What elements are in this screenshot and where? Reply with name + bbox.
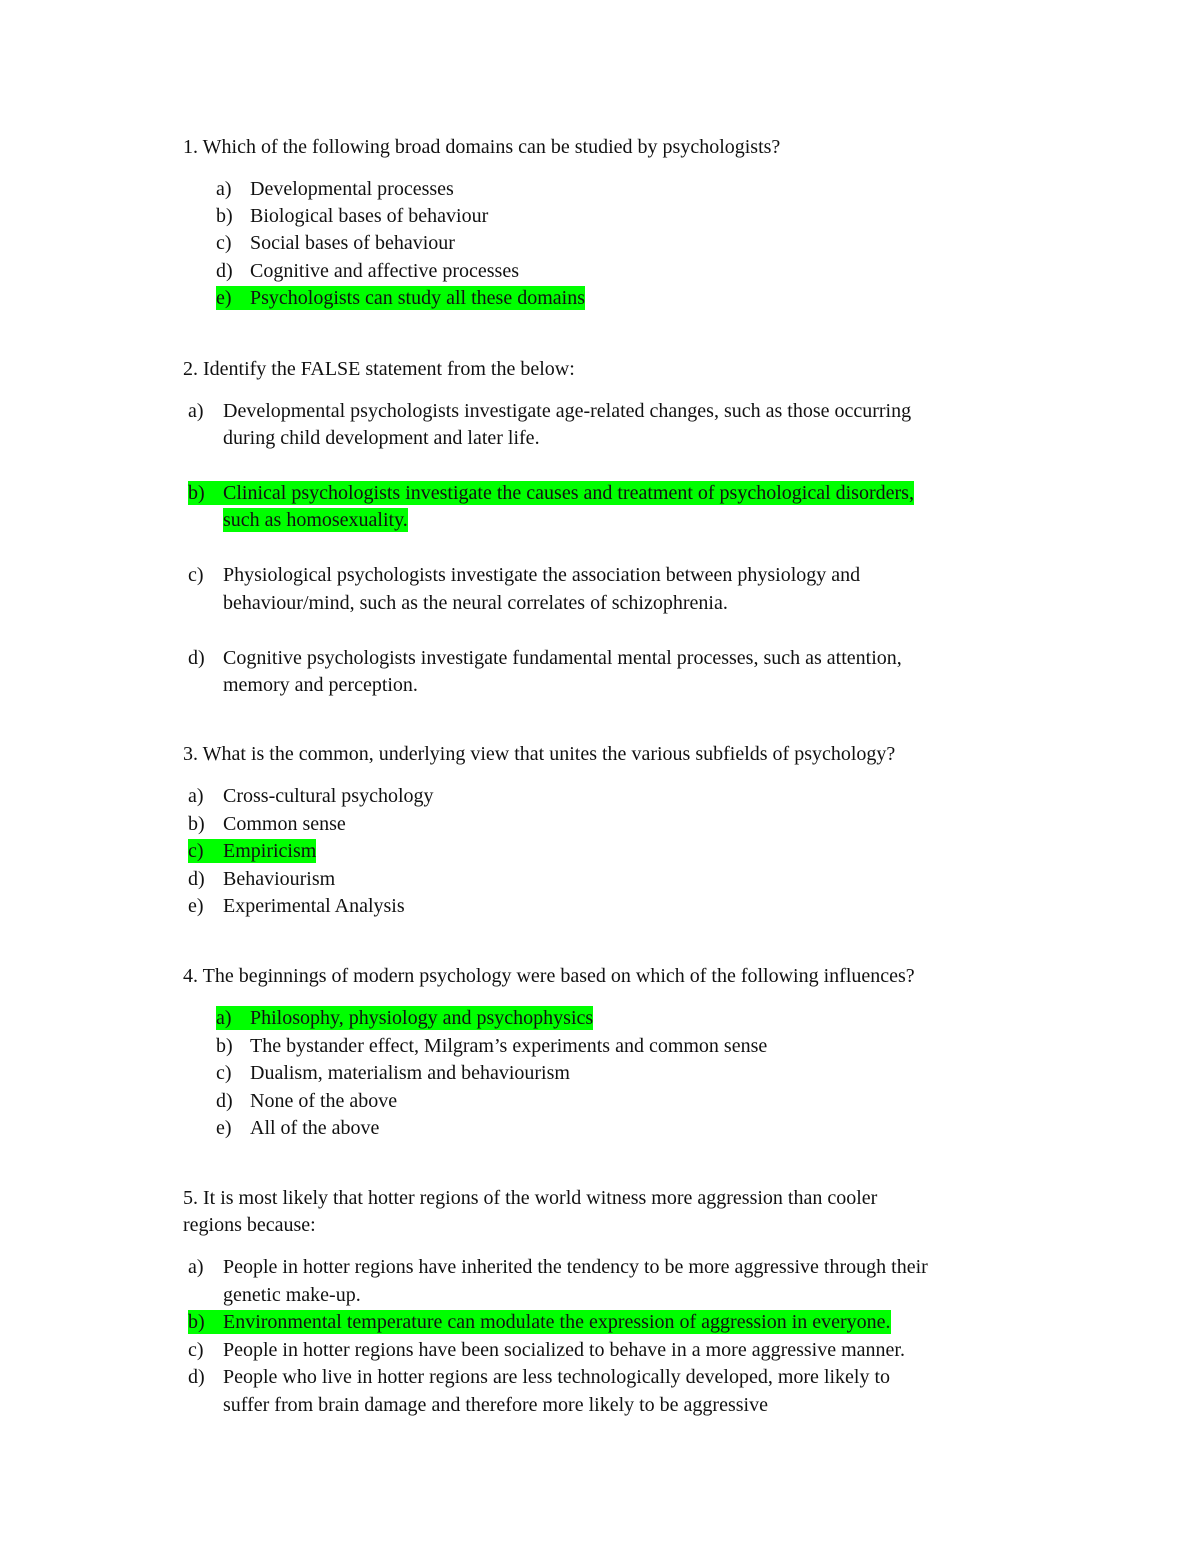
option-letter: b)	[188, 482, 205, 504]
option-letter: c)	[216, 1062, 232, 1084]
option-text: Social bases of behaviour	[250, 232, 455, 254]
option-text: People in hotter regions have inherited the tendency to be more aggressive through their	[223, 1256, 928, 1278]
option-text: Experimental Analysis	[223, 895, 405, 917]
option-text: Common sense	[223, 813, 346, 835]
q5-option-d	[188, 1365, 890, 1389]
q4-option-a-highlighted-answer	[216, 1006, 593, 1030]
option-text: Physiological psychologists investigate the association between physiology and	[223, 564, 861, 586]
option-letter: a)	[188, 785, 204, 807]
q1-option-a	[216, 177, 454, 201]
option-letter: e)	[216, 1117, 232, 1139]
option-letter: b)	[188, 813, 205, 835]
q1-option-b	[216, 204, 488, 228]
option-letter: e)	[188, 895, 204, 917]
q4-option-c	[216, 1061, 570, 1085]
q3-option-a	[188, 784, 434, 808]
q2-option-c-continuation: behaviour/mind, such as the neural correlates of schizophrenia.	[223, 592, 728, 614]
option-letter: c)	[188, 1339, 204, 1361]
option-text: Philosophy, physiology and psychophysics	[250, 1007, 594, 1029]
question-1-stem: 1. Which of the following broad domains can be studied by psychologists?	[183, 136, 781, 158]
q1-option-d	[216, 259, 519, 283]
q1-option-c	[216, 231, 455, 255]
q2-option-a-continuation: during child development and later life.	[223, 427, 540, 449]
question-4-stem: 4. The beginnings of modern psychology were based on which of the following influences?	[183, 965, 915, 987]
q5-option-d-continuation: suffer from brain damage and therefore more likely to be aggressive	[223, 1394, 768, 1416]
q4-option-e	[216, 1116, 379, 1140]
option-letter: c)	[188, 840, 204, 862]
option-text: People in hotter regions have been socialized to behave in a more aggressive manner.	[223, 1339, 905, 1361]
q3-option-e	[188, 894, 405, 918]
option-text: None of the above	[250, 1090, 398, 1112]
option-letter: e)	[216, 287, 232, 309]
option-text: Dualism, materialism and behaviourism	[250, 1062, 570, 1084]
option-letter: a)	[216, 1007, 232, 1029]
q4-option-d	[216, 1089, 397, 1113]
q2-option-c	[188, 563, 860, 587]
q5-option-b-highlighted-answer	[188, 1310, 891, 1334]
option-letter: a)	[188, 400, 204, 422]
q3-option-b	[188, 812, 346, 836]
option-text: Clinical psychologists investigate the causes and treatment of psychological disorders,	[223, 482, 914, 504]
option-letter: a)	[216, 178, 232, 200]
option-text: Behaviourism	[223, 868, 336, 890]
option-text: Cross-cultural psychology	[223, 785, 434, 807]
q3-option-c-highlighted-answer	[188, 839, 316, 863]
option-text: Psychologists can study all these domains	[250, 287, 585, 309]
q2-option-b-continuation: such as homosexuality.	[223, 509, 408, 531]
q4-option-b	[216, 1034, 767, 1058]
option-letter: c)	[188, 564, 204, 586]
q2-option-a	[188, 399, 911, 423]
question-5-stem-continuation: regions because:	[183, 1214, 316, 1236]
q2-option-b-highlighted-answer	[188, 481, 914, 505]
q2-option-d	[188, 646, 902, 670]
option-letter: d)	[216, 260, 233, 282]
option-letter: b)	[188, 1311, 205, 1333]
q2-option-d-continuation: memory and perception.	[223, 674, 418, 696]
option-letter: a)	[188, 1256, 204, 1278]
option-letter: d)	[188, 868, 205, 890]
q1-option-e-highlighted-answer	[216, 286, 585, 310]
option-text: Cognitive psychologists investigate fundamental mental processes, such as attention,	[223, 647, 902, 669]
q5-option-a	[188, 1255, 928, 1279]
option-text: People who live in hotter regions are less technologically developed, more likely to	[223, 1366, 891, 1388]
option-letter: b)	[216, 1035, 233, 1057]
option-letter: b)	[216, 205, 233, 227]
option-text: All of the above	[250, 1117, 380, 1139]
question-2-stem: 2. Identify the FALSE statement from the below:	[183, 358, 575, 380]
q5-option-c	[188, 1338, 905, 1362]
option-text: The bystander effect, Milgram’s experiments and common sense	[250, 1035, 768, 1057]
q3-option-d	[188, 867, 335, 891]
option-letter: d)	[216, 1090, 233, 1112]
option-text: Cognitive and affective processes	[250, 260, 519, 282]
option-letter: d)	[188, 647, 205, 669]
option-text: Biological bases of behaviour	[250, 205, 489, 227]
option-text: Developmental processes	[250, 178, 454, 200]
question-3-stem: 3. What is the common, underlying view that unites the various subfields of psychology?	[183, 743, 896, 765]
option-text: Empiricism	[223, 840, 317, 862]
option-text: Developmental psychologists investigate age-related changes, such as those occurring	[223, 400, 912, 422]
option-text: Environmental temperature can modulate the expression of aggression in everyone.	[223, 1311, 891, 1333]
option-letter: c)	[216, 232, 232, 254]
q5-option-a-continuation: genetic make-up.	[223, 1284, 361, 1306]
question-5-stem: 5. It is most likely that hotter regions of the world witness more aggression than cooler	[183, 1187, 878, 1209]
option-letter: d)	[188, 1366, 205, 1388]
